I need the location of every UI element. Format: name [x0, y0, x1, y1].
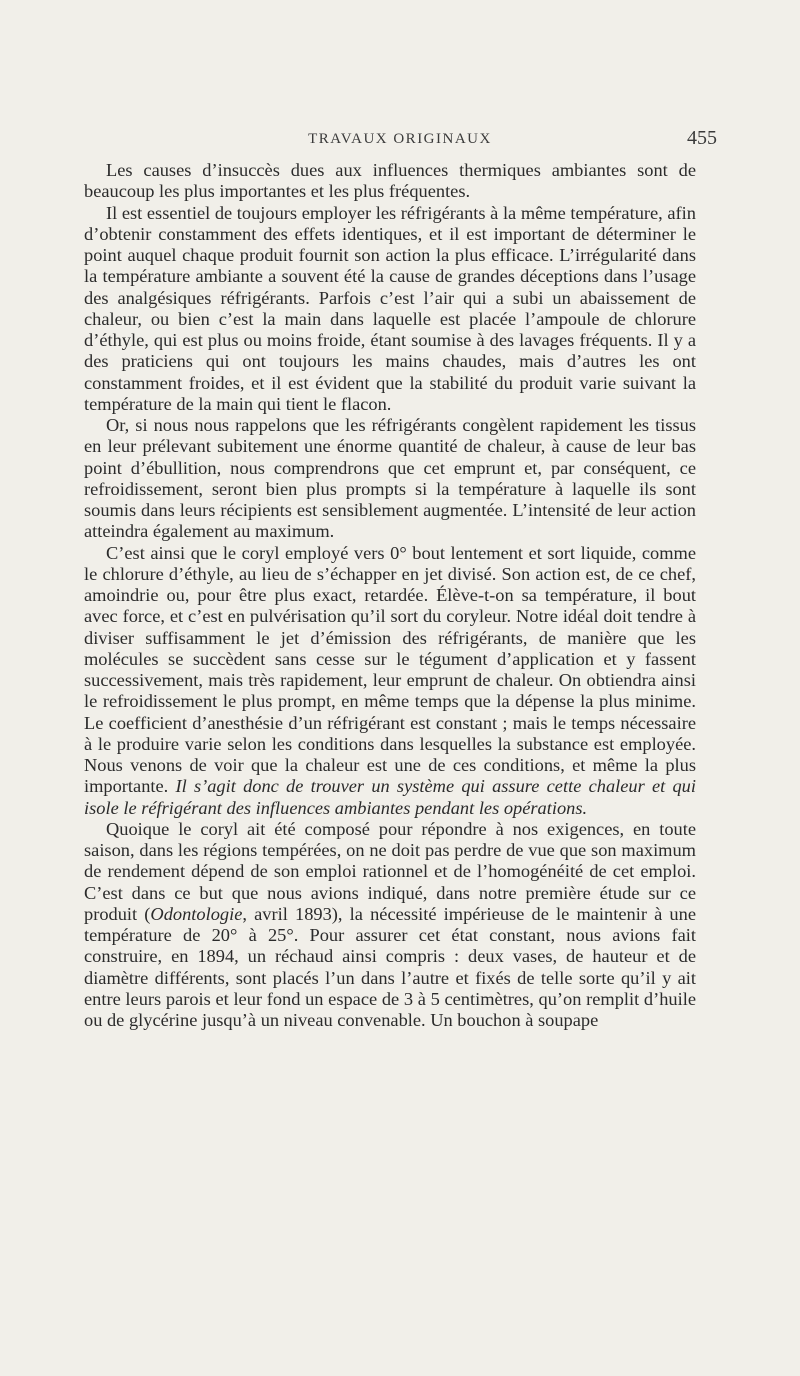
paragraph-text: Or, si nous nous rappelons que les réfrigérants congèlent rapidement les tissus en leur prélevant subitement une énorme quantité de chaleur, à cause de leur bas point d’ébullition, nous comprendrons que cet emprunt et, par conséquent, ce refroidissement, seront bien plus prompts si la température à laquelle ils sont soumis dans leurs récipients est sensiblement augmentée. L’intensité de leur action atteindra également au maximum.: [84, 415, 696, 542]
body-text: [84, 160, 696, 1031]
paragraph: [84, 415, 696, 543]
journal-title: Odontologie: [150, 903, 243, 924]
paragraph-text: Quoique le coryl ait été composé pour répondre à nos exigences, en toute saison, dans les régions tempérées, on ne doit pas perdre de vue que son maximum de rendement dépend de son emploi rationnel et de l’homogénéité de cet emploi. C’est dans ce but que nous avions indiqué, dans notre première étude sur ce produit (: [84, 818, 696, 924]
paragraph-text: C’est ainsi que le coryl employé vers 0° bout lentement et sort liquide, comme le chlorure d’éthyle, au lieu de s’échapper en jet divisé. Son action est, de ce chef, amoindrie ou, pour être plus exact, retardée. Élève-t-on sa température, il bout avec force, et c’est en pulvérisation qu’il sort du coryleur. Notre idéal doit tendre à diviser suffisamment le jet d’émission des réfrigérants, de manière que les molécules se succèdent sans cesse sur le tégument d’application et y fassent successivement, mais très rapidement, leur emprunt de chaleur. On obtiendra ainsi le refroidissement le plus prompt, en même temps que la dépense la plus minime. Le coefficient d’anesthésie d’un réfrigérant est constant ; mais le temps nécessaire à le produire varie selon les conditions dans lesquelles la substance est employée. Nous venons de voir que la chaleur est une de ces conditions, et même la plus importante.: [84, 542, 696, 797]
italic-passage: Il s’agit donc de trouver un système qui assure cette chaleur et qui isole le réfrigérant des influences ambiantes pendant les opérations.: [84, 776, 696, 818]
paragraph: [84, 203, 696, 416]
paragraph-text: Les causes d’insuccès dues aux influences thermiques ambiantes sont de beaucoup les plus importantes et les plus fréquentes.: [84, 160, 696, 202]
paragraph: [84, 819, 696, 1032]
paragraph-text-continued: , avril 1893), la nécessité impérieuse de le maintenir à une température de 20° à 25°. Pour assurer cet état constant, nous avions fait construire, en 1894, un réchaud ainsi compris : deux vases, de hauteur et de diamètre différents, sont placés l’un dans l’autre et fixés de telle sorte qu’il y ait entre leurs parois et leur fond un espace de 3 à 5 centimètres, qu’on remplit d’huile ou de glycérine jusqu’à un niveau convenable. Un bouchon à soupape: [84, 903, 696, 1030]
paragraph: [84, 160, 696, 203]
page-number: 455: [687, 127, 717, 149]
paragraph: [84, 543, 696, 819]
page-header: [0, 127, 800, 157]
paragraph-text: Il est essentiel de toujours employer les réfrigérants à la même température, afin d’obtenir constamment des effets identiques, et il est important de déterminer le point auquel chaque produit fournit son action la plus efficace. L’irrégularité dans la température ambiante a souvent été la cause de grandes déceptions dans l’usage des analgésiques réfrigérants. Parfois c’est l’air qui a subi un abaissement de chaleur, ou bien c’est la main dans laquelle est placée l’ampoule de chlorure d’éthyle, qui est plus ou moins froide, étant soumise à des lavages fréquents. Il y a des praticiens qui ont toujours les mains chaudes, mais d’autres les ont constamment froides, et il est évident que la stabilité du produit varie suivant la température de la main qui tient le flacon.: [84, 202, 696, 414]
running-title: TRAVAUX ORIGINAUX: [308, 131, 492, 147]
